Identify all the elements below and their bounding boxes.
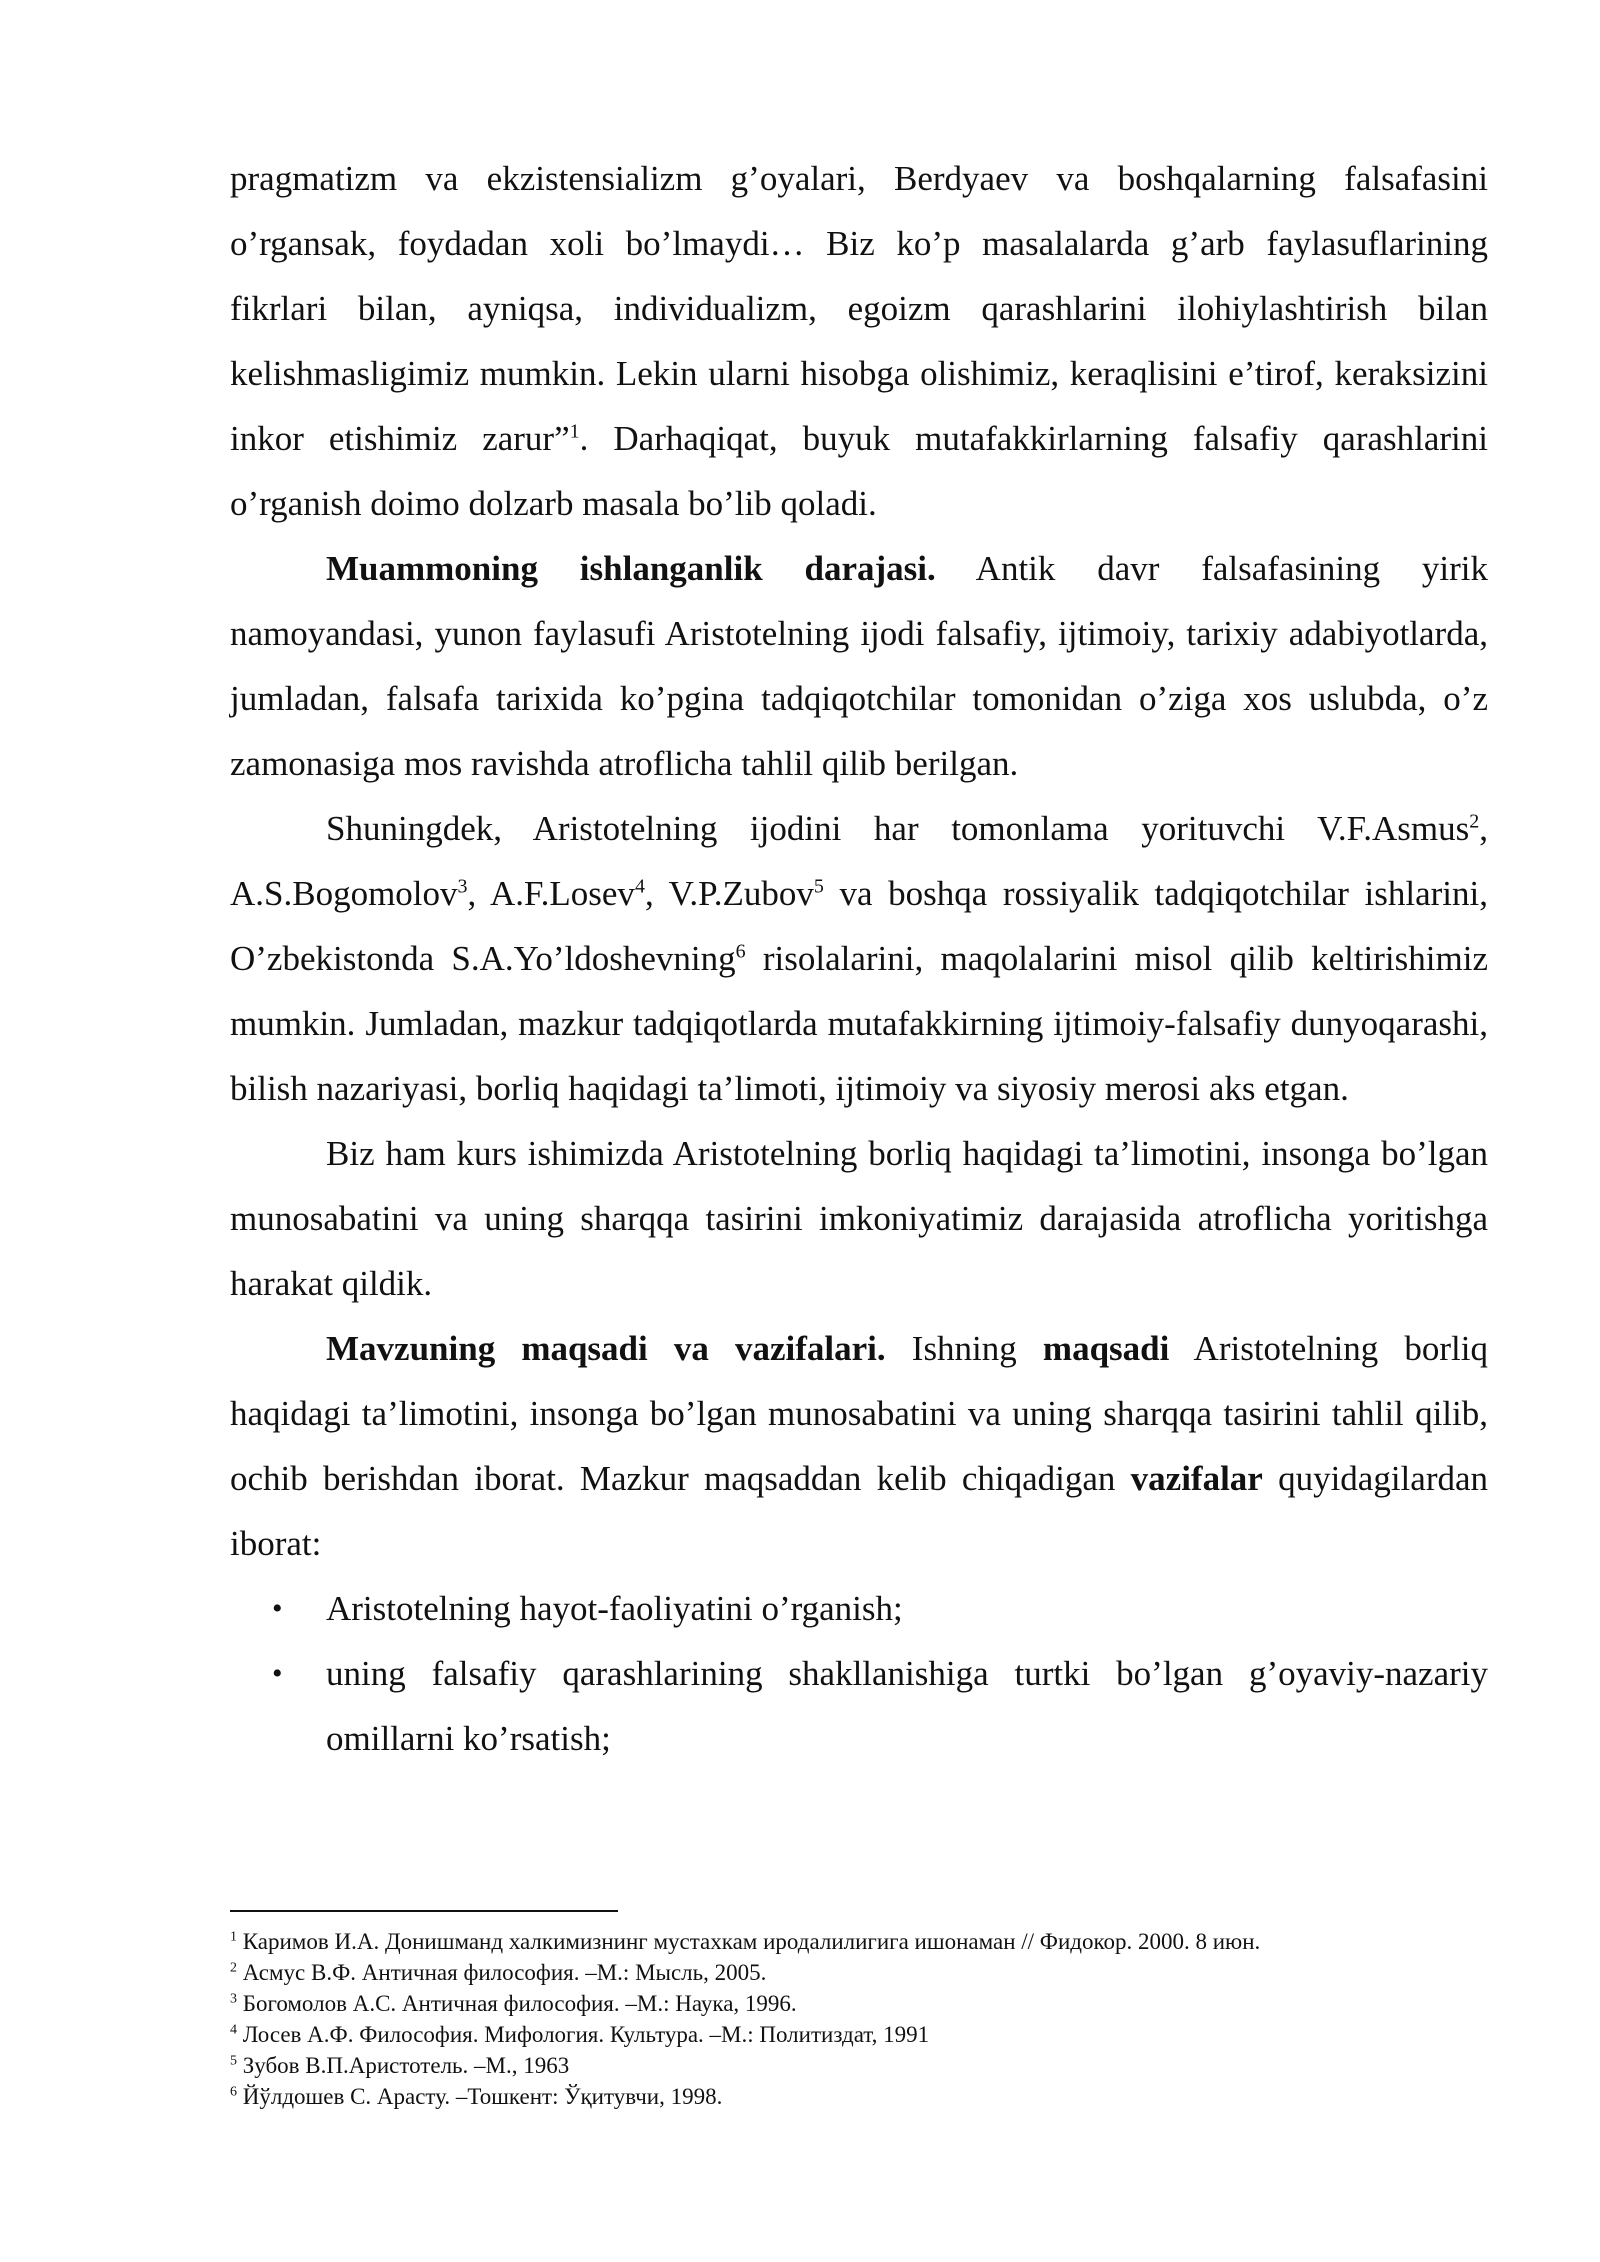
footnote-separator [230,1910,618,1912]
footnote-text: Йўлдошев С. Арасту. –Тошкент: Ўқитувчи, 1998. [237,2084,723,2109]
list-item [230,1576,1488,1641]
text-run: va boshqa rossiyalik tadqiqotchilar ishlarini, O’zbekistonda S.A.Yo’ldoshevning [230,874,1488,978]
text-run: , A.S.Bogomolov [230,809,1488,913]
list-item [230,1641,1488,1771]
text-run: risolalarini, maqolalarini misol qilib keltirishimiz mumkin. Jumladan, mazkur tadqiqotlarda mutafakkirning ijtimoiy-falsafiy dunyoqarashi, bilish nazariyasi, borliq haqidagi ta’limoti, ijtimoiy va siyosiy merosi aks etgan. [230,939,1488,1108]
footnote-number: 5 [230,2053,237,2069]
footnote-ref-4[interactable]: 4 [634,875,645,898]
footnote-3 [230,1988,1488,2019]
paragraph-1 [230,146,1488,536]
footnote-text: Асмус В.Ф. Античная философия. –М.: Мысль, 2005. [237,1960,767,1985]
text-run: Biz ham kurs ishimizda Aristotelning borliq haqidagi ta’limotini, insonga bo’lgan munosabatini va uning sharqqa tasirini imkoniyatimiz darajasida atroflicha yoritishga harakat qildik. [230,1134,1488,1303]
footnote-ref-1[interactable]: 1 [569,420,580,443]
footnote-number: 1 [230,1929,237,1945]
text-run: , A.F.Losev [467,874,635,913]
footnote-number: 3 [230,1991,237,2007]
footnote-ref-2[interactable]: 2 [1469,810,1480,833]
bold-term-maqsadi: maqsadi [1042,1329,1170,1368]
footnote-5 [230,2050,1488,2081]
text-run: Antik davr falsafasining yirik namoyandasi, yunon faylasufi Aristotelning ijodi falsafiy, ijtimoiy, tarixiy adabiyotlarda, jumladan, falsafa tarixida ko’pgina tadqiqotchilar tomonidan o’ziga xos uslubda, o’z zamonasiga mos ravishda atroflicha tahlil qilib berilgan. [230,549,1489,783]
bullet-icon: • [272,1592,283,1625]
bullet-icon: • [272,1657,283,1690]
footnote-ref-5[interactable]: 5 [813,875,824,898]
paragraph-4 [230,1121,1488,1316]
text-run: Ishning [885,1329,1043,1368]
paragraph-2 [230,536,1488,796]
footnote-ref-3[interactable]: 3 [457,875,468,898]
section-heading-inline: Muammoning ishlanganlik darajasi. [326,549,936,588]
text-run: Aristotelning borliq haqidagi ta’limotini, insonga bo’lgan munosabatini va uning sharqqa tasirini tahlil qilib, ochib berishdan iborat. Mazkur maqsaddan kelib chiqadigan [230,1329,1488,1498]
footnote-number: 4 [230,2022,237,2038]
text-run: , V.P.Zubov [644,874,814,913]
footnote-text: Зубов В.П.Аристотель. –М., 1963 [237,2053,570,2078]
footnote-text: Каримов И.А. Донишманд халкимизнинг мустахкам иродалилигига ишонаман // Фидокор. 2000. 8 июн. [237,1929,1261,1954]
text-run: . Darhaqiqat, buyuk mutafakkirlarning falsafiy qarashlarini o’rganish doimo dolzarb masala bo’lib qoladi. [230,419,1488,523]
list-item-text: Aristotelning hayot-faoliyatini o’rganish; [326,1589,903,1628]
footnote-text: Богомолов А.С. Античная философия. –М.: Наука, 1996. [237,1991,797,2016]
footnote-2 [230,1957,1488,1988]
paragraph-5 [230,1316,1488,1576]
footnote-text: Лосев А.Ф. Философия. Мифология. Культура. –М.: Политиздат, 1991 [237,2022,930,2047]
text-run: quyidagilardan iborat: [230,1459,1489,1563]
footnote-number: 6 [230,2084,237,2100]
body-text [230,146,1488,1771]
text-run: Shuningdek, Aristotelning ijodini har tomonlama yorituvchi V.F.Asmus [326,809,1470,848]
footnote-number: 2 [230,1960,237,1976]
section-heading-inline: Mavzuning maqsadi va vazifalari. [326,1329,886,1368]
footnote-4 [230,2019,1488,2050]
footnotes [230,1910,1488,2112]
paragraph-3 [230,796,1488,1121]
footnote-1 [230,1926,1488,1957]
text-run: pragmatizm va ekzistensializm g’oyalari, Berdyaev va boshqalarning falsafasini o’rgansak, foydadan xoli bo’lmaydi… Biz ko’p masalalarda g’arb faylasuflarining fikrlari bilan, ayniqsa, individualizm, egoizm qarashlarini ilohiylashtirish bilan kelishmasligimiz mumkin. Lekin ularni hisobga olishimiz, keraqlisini e’tirof, keraksizini inkor etishimiz zarur” [230,159,1488,458]
bold-term-vazifalar: vazifalar [1130,1459,1263,1498]
footnote-ref-6[interactable]: 6 [735,940,746,963]
list-item-text: uning falsafiy qarashlarining shakllanishiga turtki bo’lgan g’oyaviy-nazariy omillarni ko’rsatish; [326,1654,1488,1758]
tasks-list [230,1576,1488,1771]
footnote-6 [230,2081,1488,2112]
